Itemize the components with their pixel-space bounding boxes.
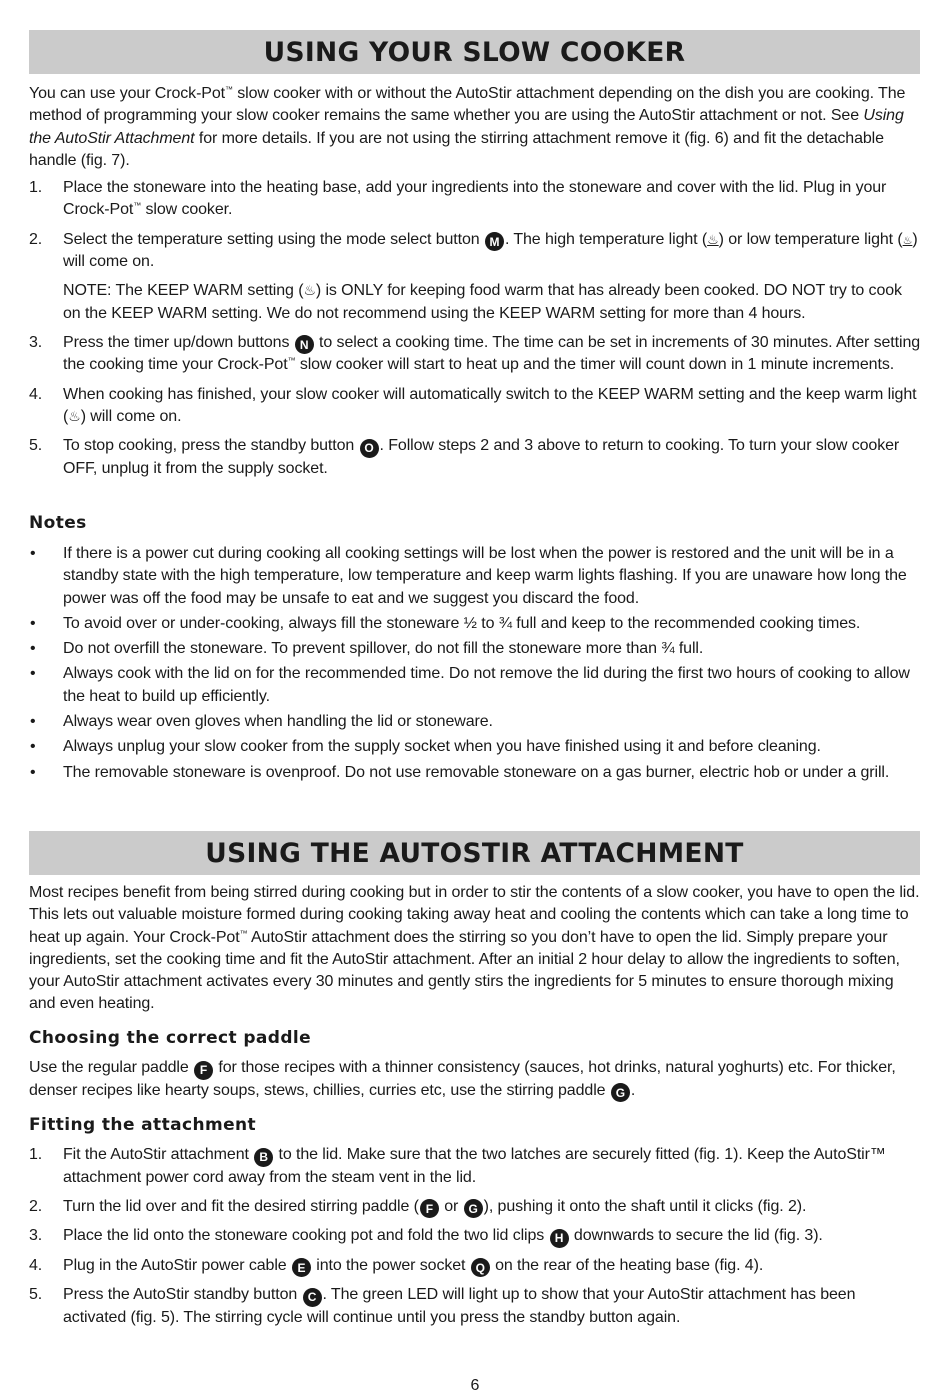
stirring-paddle-marker: G (464, 1199, 483, 1218)
paddle-heading: Choosing the correct paddle (29, 1028, 312, 1048)
keep-warm-note: NOTE: The KEEP WARM setting (♨) is ONLY for keeping food warm that has already been cooked. DO NOT try to cook on the KEEP WARM setting. We do not recommend using the KEEP WARM setting for more than 4 hours. (63, 282, 902, 322)
regular-paddle-marker: F (194, 1061, 213, 1080)
low-temperature-icon: ♨ (902, 234, 913, 247)
list-item: • Always unplug your slow cooker from the supply socket when you have finished using it and before cleaning. (30, 738, 821, 756)
list-item: • Always cook with the lid on for the recommended time. Do not remove the lid during the first two hours of cooking to allow the heat to build up efficiently. (30, 665, 910, 705)
standby-button-marker: O (360, 439, 379, 458)
autostir-attachment-marker: B (254, 1148, 273, 1167)
list-item: • If there is a power cut during cooking all cooking settings will be lost when the power is restored and the unit will be in a standby state with the high temperature, low temperature and keep warm lights flashing. If you are unaware how long the power was off the food may be unsafe to eat and we suggest you discard the food. (30, 545, 907, 607)
list-item: 3. Place the lid onto the stoneware cooking pot and fold the two lid clips H downwards to secure the lid (fig. 3). (29, 1225, 921, 1248)
power-socket-marker: Q (471, 1258, 490, 1277)
fitting-steps-list (29, 1144, 921, 1329)
fitting-heading: Fitting the attachment (29, 1115, 257, 1135)
list-item: 4. Plug in the AutoStir power cable E into the power socket Q on the rear of the heating base (fig. 4). (29, 1255, 921, 1278)
timer-buttons-marker: N (295, 335, 314, 354)
mode-select-button-marker: M (485, 232, 504, 251)
notes-list (29, 543, 921, 784)
notes-heading: Notes (29, 513, 87, 533)
list-item: • The removable stoneware is ovenproof. Do not use removable stoneware on a gas burner, electric hob or under a grill. (30, 763, 890, 781)
list-item: 5. Press the AutoStir standby button C . The green LED will light up to show that your AutoStir attachment has been activated (fig. 5). The stirring cycle will continue until you press the standby button again. (29, 1286, 856, 1326)
list-item: 4. When cooking has finished, your slow cooker will automatically switch to the KEEP WARM setting and the keep warm light (♨) will come on. (29, 385, 917, 426)
autostir-standby-button-marker: C (303, 1288, 322, 1307)
intro-paragraph: Most recipes benefit from being stirred during cooking but in order to stir the contents of a slow cooker, you have to open the lid. This lets out valuable moisture formed during cooking taking away heat and cooling the contents which can take a long time to heat up again. Your Crock-Pot™ AutoStir attachment does the stirring so you don’t have to open the lid. Simply prepare your ingredients, set the cooking time and fit the AutoStir attachment. After an initial 2 hour delay to allow the ingredients to soften, your AutoStir attachment activates every 30 minutes and gently stirs the ingredients for 5 minutes to ensure thorough mixing and even heating. (29, 884, 920, 1013)
list-item: 5. To stop cooking, press the standby button O . Follow steps 2 and 3 above to return to cooking. To turn your slow cooker OFF, unplug it from the supply socket. (29, 437, 900, 477)
list-item: 3. Press the timer up/down buttons N to select a cooking time. The time can be set in increments of 30 minutes. After setting the cooking time your Crock-Pot™ slow cooker will start to heat up and the timer will count down in 1 minute increments. (29, 333, 921, 374)
section-title: USING THE AUTOSTIR ATTACHMENT (205, 837, 744, 869)
section-title: USING YOUR SLOW COOKER (263, 36, 686, 68)
list-item: • Always wear oven gloves when handling the lid or stoneware. (30, 713, 493, 731)
stirring-paddle-marker: G (611, 1083, 630, 1102)
list-item: 2. Turn the lid over and fit the desired stirring paddle ( F or G ), pushing it onto the shaft until it clicks (fig. 2). (29, 1196, 921, 1219)
list-item: 1. Place the stoneware into the heating base, add your ingredients into the stoneware and cover with the lid. Plug in your Crock-Pot™ slow cooker. (29, 179, 887, 219)
intro-paragraph: You can use your Crock-Pot™ slow cooker with or without the AutoStir attachment depending on the dish you are cooking. The method of programming your slow cooker remains the same whether you are using the AutoStir attachment or not. See Using the AutoStir Attachment for more details. If you are not using the stirring attachment remove it (fig. 6) and fit the detachable handle (fig. 7). (29, 85, 906, 169)
list-item: • To avoid over or under-cooking, always fill the stoneware ½ to ¾ full and keep to the recommended cooking times. (30, 614, 861, 632)
lid-clips-marker: H (550, 1229, 569, 1248)
cooking-steps-list (29, 177, 921, 480)
cross-reference: Using the AutoStir Attachment (29, 107, 904, 147)
list-item: 2. Select the temperature setting using the mode select button M . The high temperature light (♨) or low temperature light (♨) will come on. NOTE: The KEEP WARM setting (♨) is ONLY for keeping food warm that has already been cooked. DO NOT try to cook on the KEEP WARM setting. We do not recommend using the KEEP WARM setting for more than 4 hours. (29, 229, 921, 325)
paddle-paragraph: Use the regular paddle F for those recipes with a thinner consistency (sauces, hot drinks, natural yoghurts) etc. For thicker, denser recipes like hearty soups, stews, chillies, curries etc, use the stirring paddle G . (29, 1057, 921, 1102)
list-item: • Do not overfill the stoneware. To prevent spillover, do not fill the stoneware more than ¾ full. (30, 640, 704, 658)
section-banner-slow-cooker (29, 30, 920, 74)
section-banner-autostir (29, 831, 920, 875)
list-item: 1. Fit the AutoStir attachment B to the lid. Make sure that the two latches are securely fitted (fig. 1). Keep the AutoStir™ attachment power cord away from the steam vent in the lid. (29, 1146, 886, 1186)
regular-paddle-marker: F (420, 1199, 439, 1218)
page-number: 6 (470, 1377, 480, 1394)
keep-warm-icon: ♨ (303, 282, 316, 299)
power-cable-marker: E (292, 1258, 311, 1277)
keep-warm-icon: ♨ (68, 408, 81, 425)
high-temperature-icon: ♨ (707, 231, 719, 247)
